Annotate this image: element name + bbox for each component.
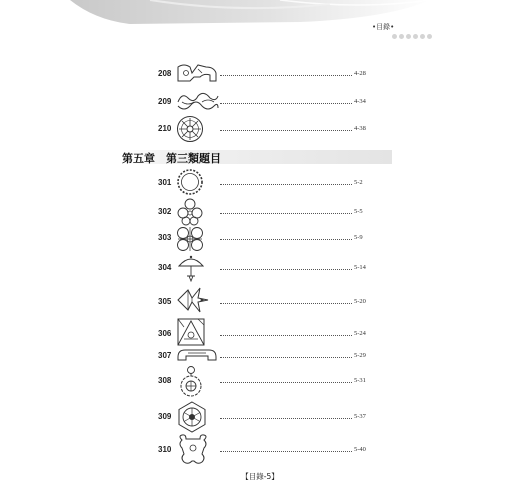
crane-bird-icon [176, 284, 210, 316]
leader-dots [220, 303, 352, 304]
leader-dots [220, 357, 352, 358]
entry-page: 4-28 [354, 70, 366, 77]
bone-figure-icon [176, 434, 210, 466]
header-dot [392, 34, 397, 39]
gear-figure-icon [176, 365, 206, 399]
entry-number: 210 [158, 124, 172, 133]
header-dot [420, 34, 425, 39]
toc-entry[interactable] [0, 434, 520, 464]
toc-entry[interactable] [0, 366, 520, 396]
entry-number: 309 [158, 412, 172, 421]
leader-dots [220, 382, 352, 383]
chapter-heading-bar [122, 150, 392, 164]
header-dot [413, 34, 418, 39]
entry-page: 5-9 [354, 234, 363, 241]
entry-page: 4-38 [354, 125, 366, 132]
stacked-circles-icon [176, 198, 204, 226]
leader-dots [220, 335, 352, 336]
leader-dots [220, 418, 352, 419]
entry-number: 306 [158, 329, 172, 338]
toc-entry[interactable] [0, 198, 520, 228]
triangle-panel-icon [176, 317, 206, 347]
entry-page: 5-24 [354, 330, 366, 337]
entry-page: 5-2 [354, 179, 363, 186]
leader-dots [220, 239, 352, 240]
entry-number: 304 [158, 263, 172, 272]
entry-number: 310 [158, 445, 172, 454]
entry-page: 5-29 [354, 352, 366, 359]
leader-dots [220, 75, 352, 76]
entry-number: 301 [158, 178, 172, 187]
toc-entry[interactable] [0, 318, 520, 348]
entry-page: 5-37 [354, 413, 366, 420]
leader-dots [220, 451, 352, 452]
leader-dots [220, 130, 352, 131]
entry-page: 5-5 [354, 208, 363, 215]
toc-entry[interactable] [0, 60, 520, 90]
hand-bridge-icon [176, 61, 220, 87]
toc-entry[interactable] [0, 167, 520, 197]
phone-handset-icon [176, 347, 218, 363]
header-dot [406, 34, 411, 39]
entry-page: 4-34 [354, 98, 366, 105]
entry-number: 302 [158, 207, 172, 216]
entry-number: 208 [158, 69, 172, 78]
header-section-label: •目錄• [372, 23, 395, 31]
toc-entry[interactable] [0, 286, 520, 316]
leader-dots [220, 269, 352, 270]
page-footer: 【目錄-5】 [241, 472, 279, 481]
flower-rosette-icon [176, 115, 204, 143]
entry-page: 5-14 [354, 264, 366, 271]
entry-number: 303 [158, 233, 172, 242]
entry-number: 308 [158, 376, 172, 385]
header-dot [427, 34, 432, 39]
entry-page: 5-31 [354, 377, 366, 384]
entry-number: 209 [158, 97, 172, 106]
entry-number: 305 [158, 297, 172, 306]
toc-entry[interactable] [0, 402, 520, 432]
leader-dots [220, 103, 352, 104]
ring-wreath-icon [176, 168, 204, 196]
toc-entry[interactable] [0, 114, 520, 144]
corner-decoration [0, 0, 520, 34]
leader-dots [220, 213, 352, 214]
header-dot [399, 34, 404, 39]
hexagon-flower-icon [176, 401, 208, 433]
entry-page: 5-20 [354, 298, 366, 305]
lamp-icon [176, 252, 206, 282]
quatrefoil-grid-icon [176, 226, 204, 252]
leader-dots [220, 184, 352, 185]
entry-number: 307 [158, 351, 172, 360]
wavy-knot-icon [176, 90, 220, 114]
entry-page: 5-40 [354, 446, 366, 453]
chapter-heading: 第五章 第三類題目 [122, 152, 221, 165]
header-dots [392, 34, 432, 39]
toc-entry[interactable] [0, 252, 520, 282]
